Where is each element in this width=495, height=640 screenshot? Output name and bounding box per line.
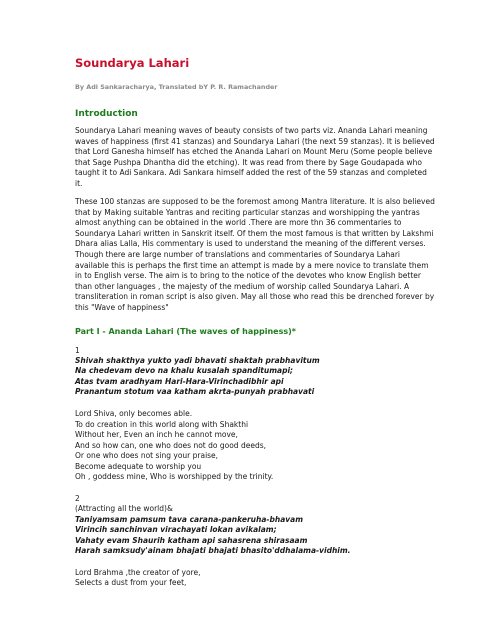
translation-line: And so how can, one who does not do good deeds, xyxy=(75,441,266,450)
part1-heading: Part I - Ananda Lahari (The waves of happiness)* xyxy=(75,327,296,336)
verse-line: Vahaty evam Shaurih katham api sahasrena shirasaam xyxy=(75,536,308,545)
verse-line: Taniyamsam pamsum tava carana-pankeruha-bhavam xyxy=(75,515,304,524)
verse-line: Na chedevam devo na khalu kusalah spanditumapi; xyxy=(75,366,294,375)
byline: By Adi Sankaracharya, Translated bY P. R. Ramachander xyxy=(75,83,278,91)
intro-paragraph-1: Soundarya Lahari meaning waves of beauty consists of two parts viz. Ananda Lahari meaning waves of happiness (first 41 stanzas) and Soundarya Lahari (the next 59 stanzas). It is believed that Lord Ganesha himself has etched the Ananda Lahari on Mount Meru (Some people believe that Sage Pushpa Dhantha did the etching). It was read from there by Sage Goudapada who taught it to Adi Sankara. Adi Sankara himself added the rest of the 59 stanzas and completed it. xyxy=(75,126,435,188)
translation-line: Or one who does not sing your praise, xyxy=(75,451,219,460)
stanza-note: (Attracting all the world)& xyxy=(75,504,173,513)
intro-paragraph-2: These 100 stanzas are supposed to be the foremost among Mantra literature. It is also believed that by Making suitable Yantras and reciting particular stanzas and worshipping the yantras almost anything can be obtained in the world .There are more thn 36 commentaries to Soundarya Lahari written in Sanskrit itself. Of them the most famous is that written by Lakshmi Dhara alias Lalla, His commentary is used to understand the meaning of the different verses. Though there are large number of translations and commentaries of Soundarya Lahari available this is perhaps the first time an attempt is made by a mere novice to translate them in to English verse. The aim is to bring to the notice of the devotes who know English better than other languages , the majesty of the medium of worship called Soundarya Lahari. A transliteration in roman script is also given. May all those who read this be drenched forever by this "Wave of happiness" xyxy=(75,197,435,312)
stanza-number: 1 xyxy=(75,346,80,355)
translation-line: To do creation in this world along with Shakthi xyxy=(75,420,249,429)
verse-line: Pranantum stotum vaa katham akrta-punyah prabhavati xyxy=(75,387,315,396)
verse-line: Atas tvam aradhyam Hari-Hara-Virinchadibhir api xyxy=(75,377,284,386)
translation-line: Lord Shiva, only becomes able. xyxy=(75,409,193,418)
verse-line: Harah samksudy'ainam bhajati bhajati bhasito'ddhalama-vidhim. xyxy=(75,546,351,555)
translation-line: Lord Brahma ,the creator of yore, xyxy=(75,568,201,577)
stanza-number: 2 xyxy=(75,494,80,503)
verse-line: Virincih sanchinvan virachayati lokan avikalam; xyxy=(75,525,277,534)
translation-line: Without her, Even an inch he cannot move, xyxy=(75,430,238,439)
translation-line: Oh , goddess mine, Who is worshipped by the trinity. xyxy=(75,472,274,481)
intro-heading: Introduction xyxy=(75,109,138,119)
translation-line: Become adequate to worship you xyxy=(75,462,202,471)
verse-line: Shivah shakthya yukto yadi bhavati shaktah prabhavitum xyxy=(75,356,320,365)
translation-line: Selects a dust from your feet, xyxy=(75,578,187,587)
document-title: Soundarya Lahari xyxy=(75,56,190,70)
